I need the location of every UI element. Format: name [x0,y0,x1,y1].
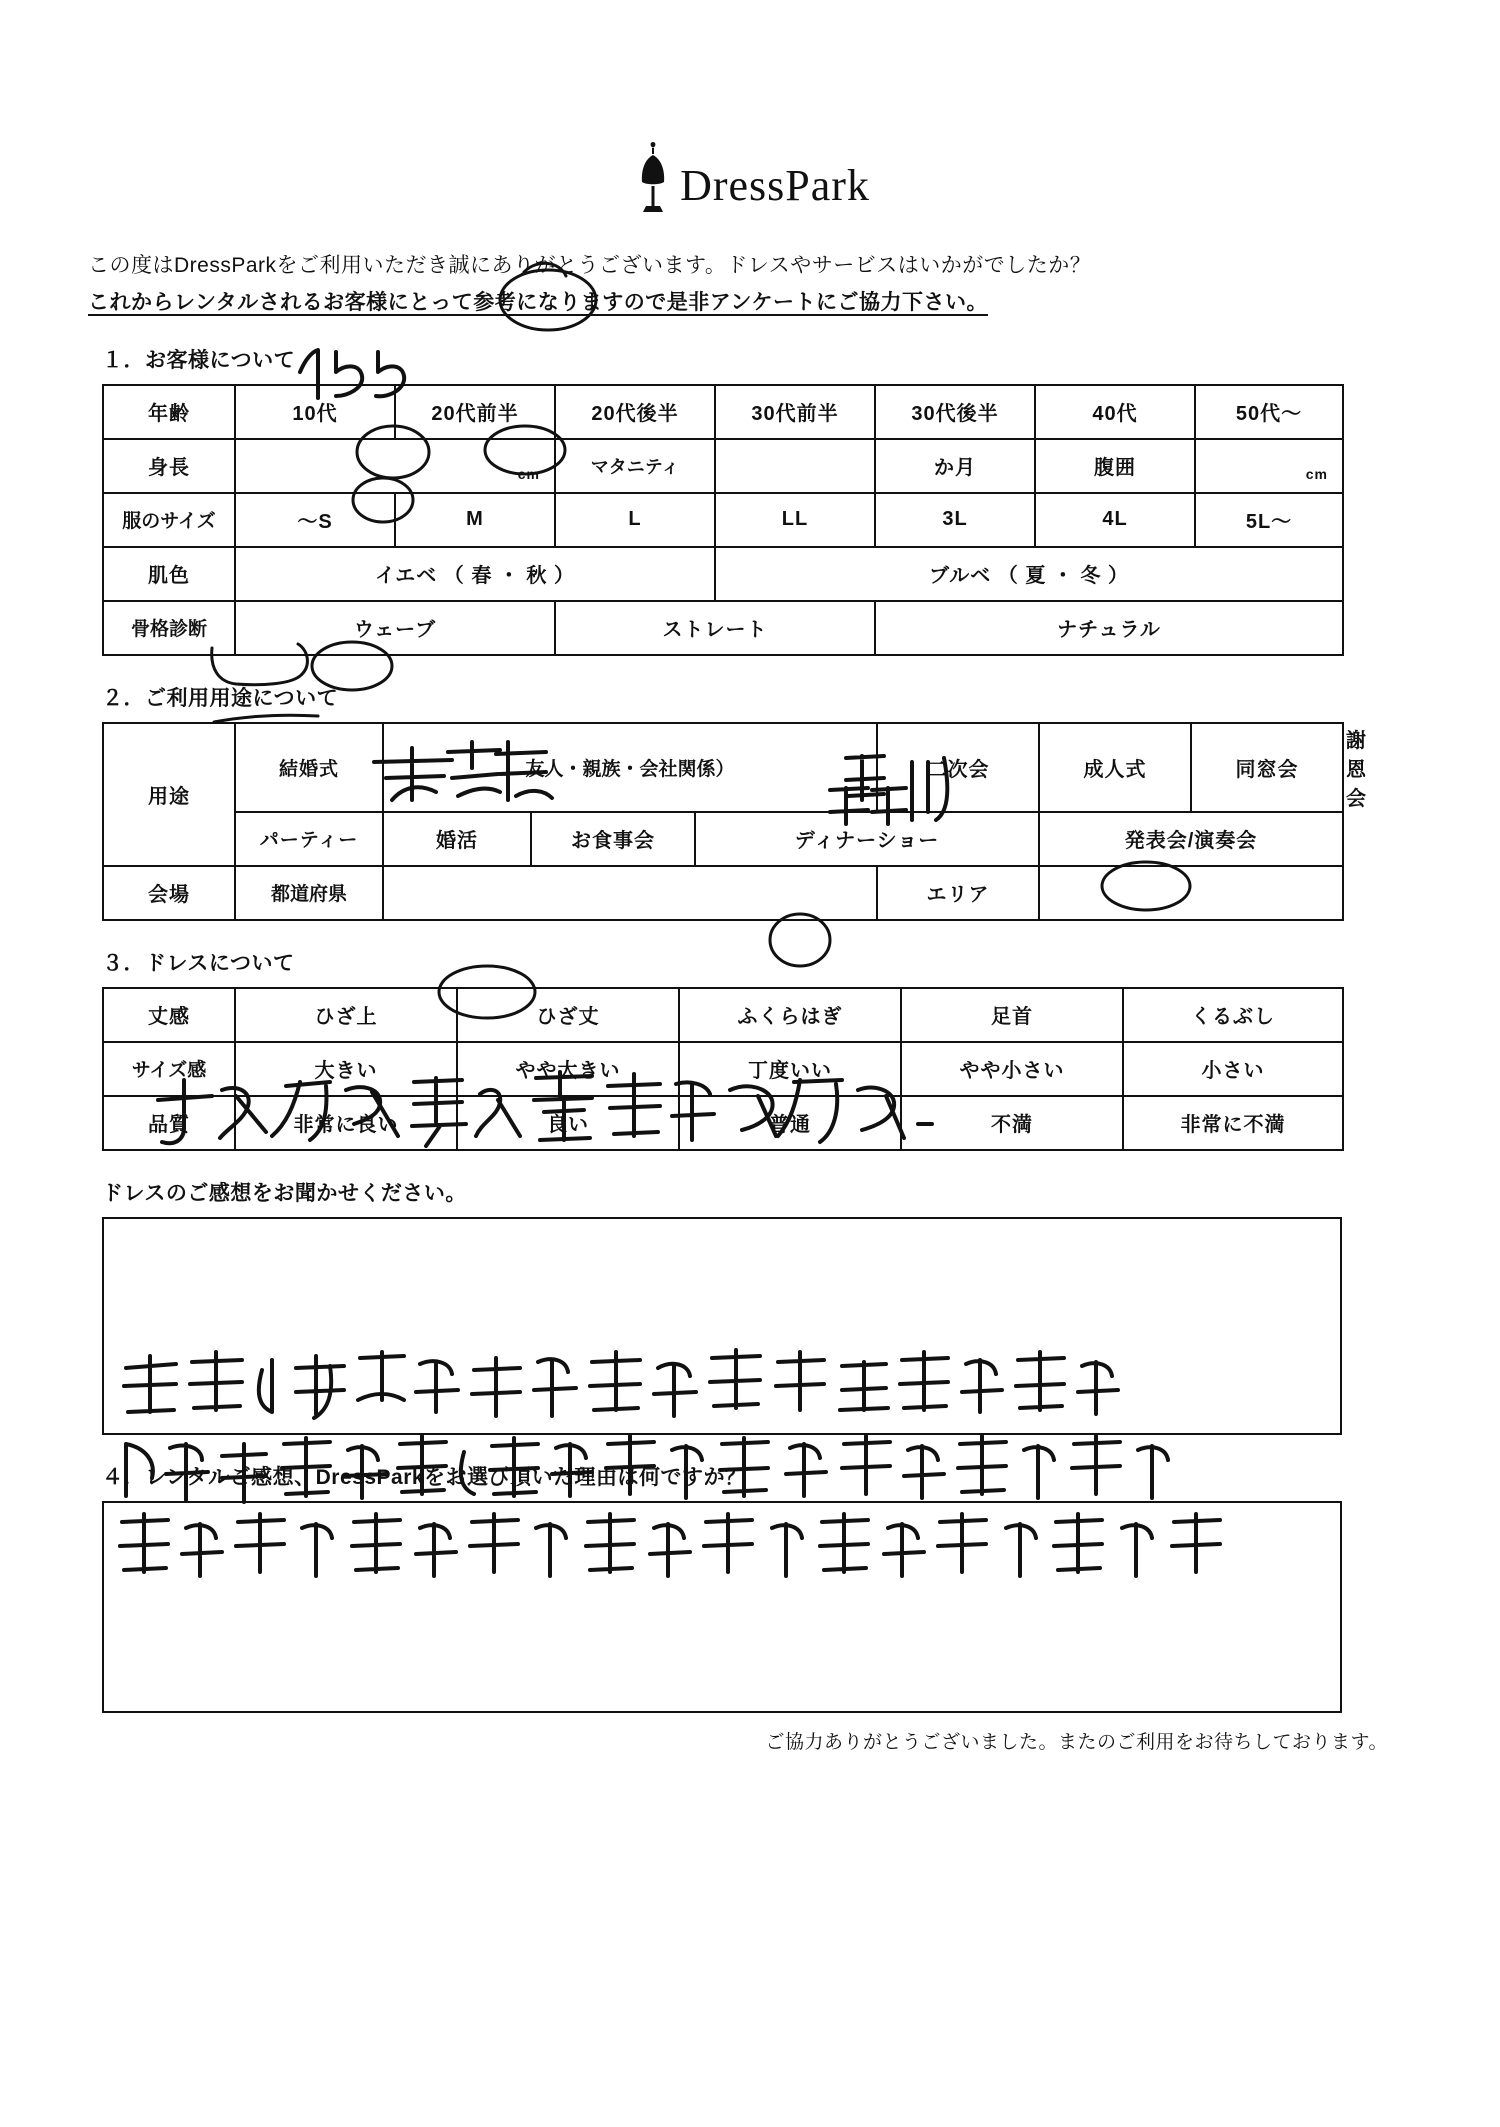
ink-pref-1 [374,748,452,800]
fit-option-just-right[interactable]: 丁度いい [679,1042,901,1096]
age-option-20s-early[interactable]: 20代前半 [395,385,555,439]
section-1-title: １．お客様について [102,348,296,372]
size-option-5l[interactable]: 5L〜 [1195,493,1343,547]
ink-dress-comment [158,1072,932,1146]
row-label-purpose: 用途 [103,723,235,866]
ink-circle-just-right [770,914,830,966]
ink-reason-comment-line2 [126,1436,1168,1502]
row-label-venue: 会場 [103,866,235,920]
size-option-l[interactable]: L [555,493,715,547]
ink-circle-anklebone [1102,862,1190,910]
row-label-frame: 骨格診断 [103,601,235,655]
fit-option-slightly-large[interactable]: やや大きい [457,1042,679,1096]
maternity-months-label: か月 [875,439,1035,493]
fit-option-small[interactable]: 小さい [1123,1042,1343,1096]
length-option-above-knee[interactable]: ひざ上 [235,988,457,1042]
purpose-option-wedding[interactable]: 結婚式 [235,723,383,812]
ink-reason-comment-line1 [124,1350,1118,1418]
purpose-option-dinnershow[interactable]: ディナーショー [695,812,1039,866]
quality-option-very-dissatisfied[interactable]: 非常に不満 [1123,1096,1343,1150]
ink-area-3 [912,758,947,820]
height-unit: cm [517,465,540,482]
row-label-skin: 肌色 [103,547,235,601]
size-option-3l[interactable]: 3L [875,493,1035,547]
length-option-calf[interactable]: ふくらはぎ [679,988,901,1042]
maternity-label[interactable]: マタニティ [555,439,715,493]
ink-mark-wedding [212,644,308,685]
venue-prefecture-label: 都道府県 [235,866,383,920]
venue-area-label: エリア [877,866,1039,920]
ink-height-1 [300,350,318,398]
skin-blue-base[interactable]: ブルベ （ 夏 ・ 冬 ） [715,547,1343,601]
age-option-20s-late[interactable]: 20代後半 [555,385,715,439]
purpose-option-meal[interactable]: お食事会 [531,812,695,866]
length-option-anklebone[interactable]: くるぶし [1123,988,1343,1042]
ink-circle-friends [312,642,392,690]
purpose-option-konkatsu[interactable]: 婚活 [383,812,531,866]
section-2-title: ２．ご利用用途について [102,686,339,710]
fit-option-large[interactable]: 大きい [235,1042,457,1096]
ink-circle-good [439,966,535,1018]
section-4-title: ４．レンタルご感想、DressParkをお選び頂いた理由は何ですか？ [102,1465,747,1489]
ink-height-5a [336,352,362,396]
row-label-quality: 品質 [103,1096,235,1150]
row-label-fit: サイズ感 [103,1042,235,1096]
fit-option-slightly-small[interactable]: やや小さい [901,1042,1123,1096]
ink-pref-2 [448,742,500,796]
purpose-option-party[interactable]: パーティー [235,812,383,866]
ink-underline-party [214,715,318,722]
purpose-option-coming-of-age[interactable]: 成人式 [1039,723,1191,812]
row-label-size: 服のサイズ [103,493,235,547]
quality-option-dissatisfied[interactable]: 不満 [901,1096,1123,1150]
ink-circle-age-20s-late [500,270,596,330]
size-option-ll[interactable]: LL [715,493,875,547]
length-option-ankle[interactable]: 足首 [901,988,1123,1042]
size-option-4l[interactable]: 4L [1035,493,1195,547]
waist-label: 腹囲 [1035,439,1195,493]
age-option-30s-early[interactable]: 30代前半 [715,385,875,439]
frame-option-natural[interactable]: ナチュラル [875,601,1343,655]
table-row-purpose-1: 用途 結婚式 友人・親族・会社関係） 二次会 成人式 同窓会 謝恩会 [103,723,1343,812]
ink-circle-size-l [485,426,565,474]
purpose-option-relations[interactable]: 友人・親族・会社関係） [383,723,877,812]
frame-option-wave[interactable]: ウェーブ [235,601,555,655]
purpose-option-recital[interactable]: 発表会/演奏会 [1039,812,1343,866]
quality-option-good[interactable]: 良い [457,1096,679,1150]
quality-option-very-good[interactable]: 非常に良い [235,1096,457,1150]
age-option-50s[interactable]: 50代〜 [1195,385,1343,439]
row-label-length: 丈感 [103,988,235,1042]
ink-circle-skin-spring [353,478,413,522]
row-label-age: 年齢 [103,385,235,439]
ink-pref-3 [496,742,552,800]
age-option-30s-late[interactable]: 30代後半 [875,385,1035,439]
brand-name: DressPark [680,161,870,210]
skin-yellow-base[interactable]: イエベ （ 春 ・ 秋 ） [235,547,715,601]
size-option-m[interactable]: M [395,493,555,547]
age-option-40s[interactable]: 40代 [1035,385,1195,439]
ink-circle-size-m [357,426,429,478]
ink-height-5b [376,352,404,396]
length-option-knee[interactable]: ひざ丈 [457,988,679,1042]
age-option-10s[interactable]: 10代 [235,385,395,439]
frame-option-straight[interactable]: ストレート [555,601,875,655]
footer-thanks: ご協力ありがとうございました。またのご利用をお待ちしております。 [765,1731,1388,1753]
waist-unit: cm [1305,465,1328,482]
quality-option-normal[interactable]: 普通 [679,1096,901,1150]
section-3-title: ３．ドレスについて [102,951,295,975]
row-label-height: 身長 [103,439,235,493]
purpose-option-reunion[interactable]: 同窓会 [1191,723,1343,812]
purpose-option-afterparty[interactable]: 二次会 [877,723,1039,812]
intro-line-2: これからレンタルされるお客様にとって参考になりますので是非アンケートにご協力下さい。 [88,291,988,315]
dress-comment-label: ドレスのご感想をお聞かせください。 [102,1181,467,1205]
intro-line-1: この度はDressParkをご利用いただき誠にありがとうございます。ドレスやサービスはいかがでしたか？ [88,254,1092,277]
ink-area-1 [846,756,884,800]
ink-reason-comment-line3 [120,1514,1220,1576]
size-option-s[interactable]: 〜S [235,493,395,547]
